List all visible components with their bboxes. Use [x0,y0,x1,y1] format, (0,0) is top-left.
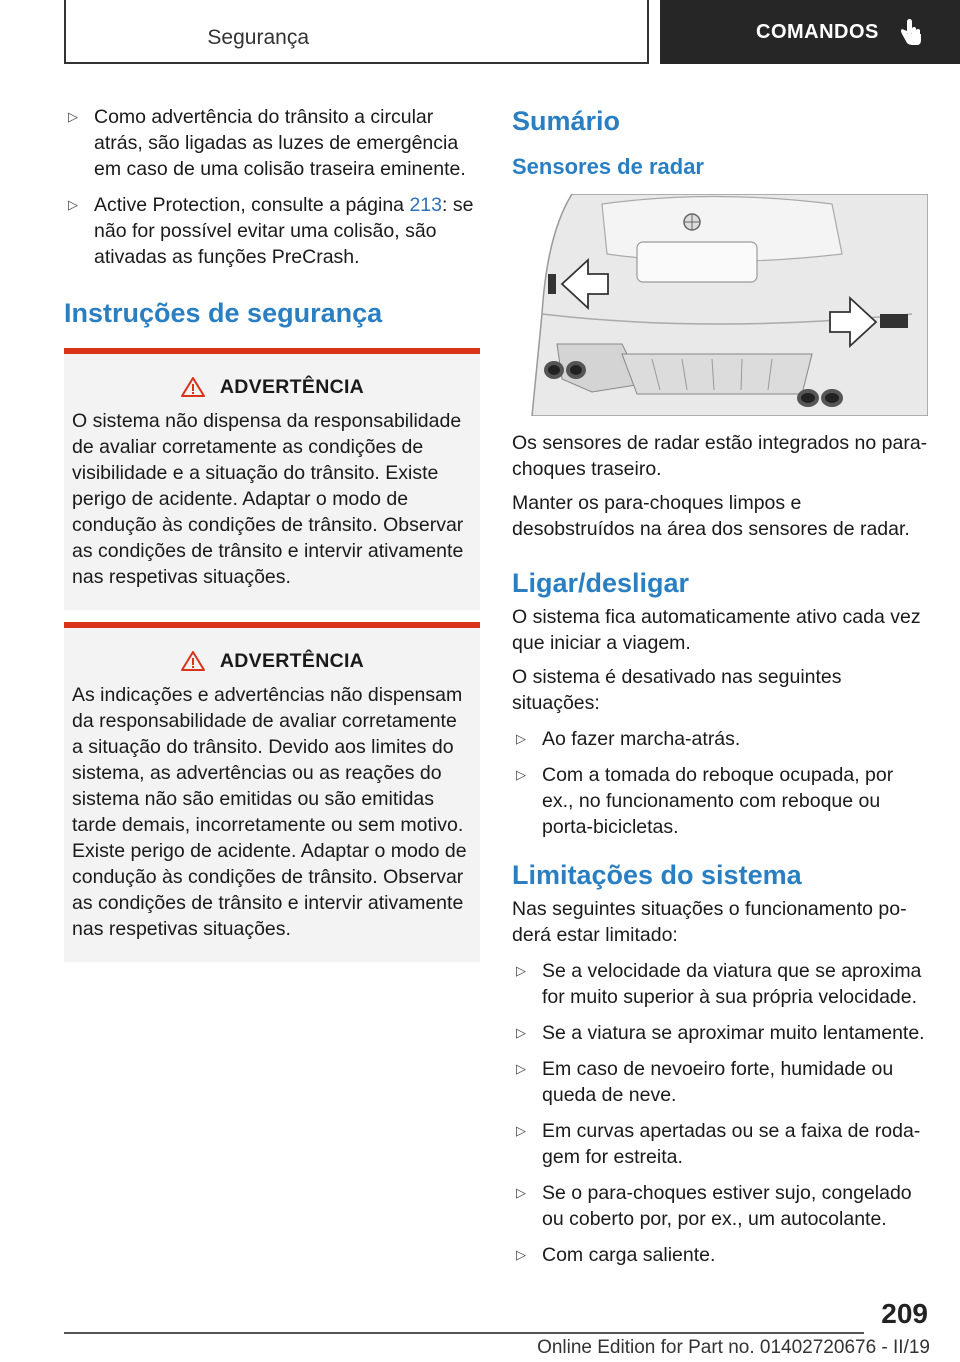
warning-triangle-icon [180,650,206,672]
onoff-text-2: O sistema é desativado nas seguintes situações: [512,666,842,714]
warning-triangle-icon [180,376,206,398]
list-item [512,762,928,840]
bullet-triangle-icon: ▷ [68,197,78,212]
edition-footer: Online Edition for Part no. 01402720676 - II/19 [537,1337,930,1358]
right-column [512,104,928,1278]
list-item [512,726,928,752]
list-item [512,1118,928,1170]
list-item-text: Com a tomada do reboque ocupada, por ex., no funcionamento com reboque ou porta-bicicletas. [542,764,894,838]
bullet-triangle-icon: ▷ [516,1185,526,1200]
bullet-triangle-icon: ▷ [516,731,526,746]
bullet-triangle-icon: ▷ [516,1247,526,1262]
chapter-tab-label: COMANDOS [756,20,879,43]
list-item-text: Em curvas apertadas ou se a faixa de rodagem for estreita. [542,1120,921,1168]
list-item [64,192,480,270]
warning-text: O sistema não dispensa da responsabilidade de avaliar corretamente as condições de visibilidade e a situação do trânsito. Existe perigo de acidente. Adaptar o modo de condução às condições de trânsito. Observar as condições de trânsito e intervir ativamente nas respetivas situações. [72,410,464,588]
rear-bumper-radar-image [512,194,928,416]
limits-text: Nas seguintes situações o funcionamento poderá estar limitado: [512,898,907,946]
list-item [512,958,928,1010]
bullet-triangle-icon: ▷ [516,1123,526,1138]
list-item-text-after: : se não for possível evitar uma colisão, são ativadas as funções PreCrash. [94,194,474,268]
list-item [512,1242,928,1268]
warning-box [64,348,480,610]
page-number: 209 [881,1298,928,1329]
footer-divider [64,1332,864,1334]
warning-box [64,622,480,962]
hand-pointer-icon [899,17,923,47]
list-item-text: Em caso de nevoeiro forte, humidade ou queda de neve. [542,1058,894,1106]
list-item [512,1056,928,1108]
bullet-triangle-icon: ▷ [516,1061,526,1076]
radar-heading: Sensores de radar [512,154,704,179]
list-item [512,1020,928,1046]
summary-heading: Sumário [512,106,621,136]
bullet-triangle-icon: ▷ [516,1025,526,1040]
warning-text: As indicações e advertências não dispensam da responsabilidade de avaliar corretamente a situação do trânsito. Devido aos limites do sistema, as advertências ou as reações do sistema não são emitidas ou são emitidas tarde demais, incorretamente ou sem motivo. Existe perigo de acidente. Adaptar o modo de condução às condições de trânsito. Observar as condições de trânsito e intervir ativamente nas respetivas situações. [72,684,467,940]
page-link[interactable]: 213 [409,194,442,216]
warning-title: ADVERTÊNCIA [219,376,365,398]
list-item-text-before: Active Protection, consulte a página [94,194,410,216]
limits-heading: Limitações do sistema [512,860,802,890]
radar-text-1: Os sensores de radar estão integrados no para-choques traseiro. [512,432,928,480]
section-title: Segurança [207,26,309,49]
list-item-text: Se a velocidade da viatura que se aproxima for muito superior à sua própria velocidade. [542,960,922,1008]
left-column [64,104,480,962]
list-item-text: Como advertência do trânsito a circular atrás, são ligadas as luzes de emergência em caso de uma colisão traseira eminente. [94,106,466,180]
bullet-triangle-icon: ▷ [68,109,78,124]
list-item-text: Se a viatura se aproximar muito lentamente. [542,1022,925,1044]
header-frame [64,0,649,64]
warning-title: ADVERTÊNCIA [219,650,365,672]
radar-text-2: Manter os para-choques limpos e desobstruídos na área dos sensores de radar. [512,492,910,540]
chapter-tab[interactable] [660,0,960,64]
bullet-triangle-icon: ▷ [516,963,526,978]
bullet-triangle-icon: ▷ [516,767,526,782]
safety-heading: Instruções de segurança [64,298,383,328]
list-item-text: Ao fazer marcha-atrás. [542,728,741,750]
onoff-text-1: O sistema fica automaticamente ativo cada vez que iniciar a viagem. [512,606,921,654]
list-item-text: Com carga saliente. [542,1244,716,1266]
list-item [64,104,480,182]
list-item [512,1180,928,1232]
onoff-heading: Ligar/desligar [512,568,690,598]
list-item-text: Se o para-choques estiver sujo, congelado ou coberto por, por ex., um autocolante. [542,1182,912,1230]
